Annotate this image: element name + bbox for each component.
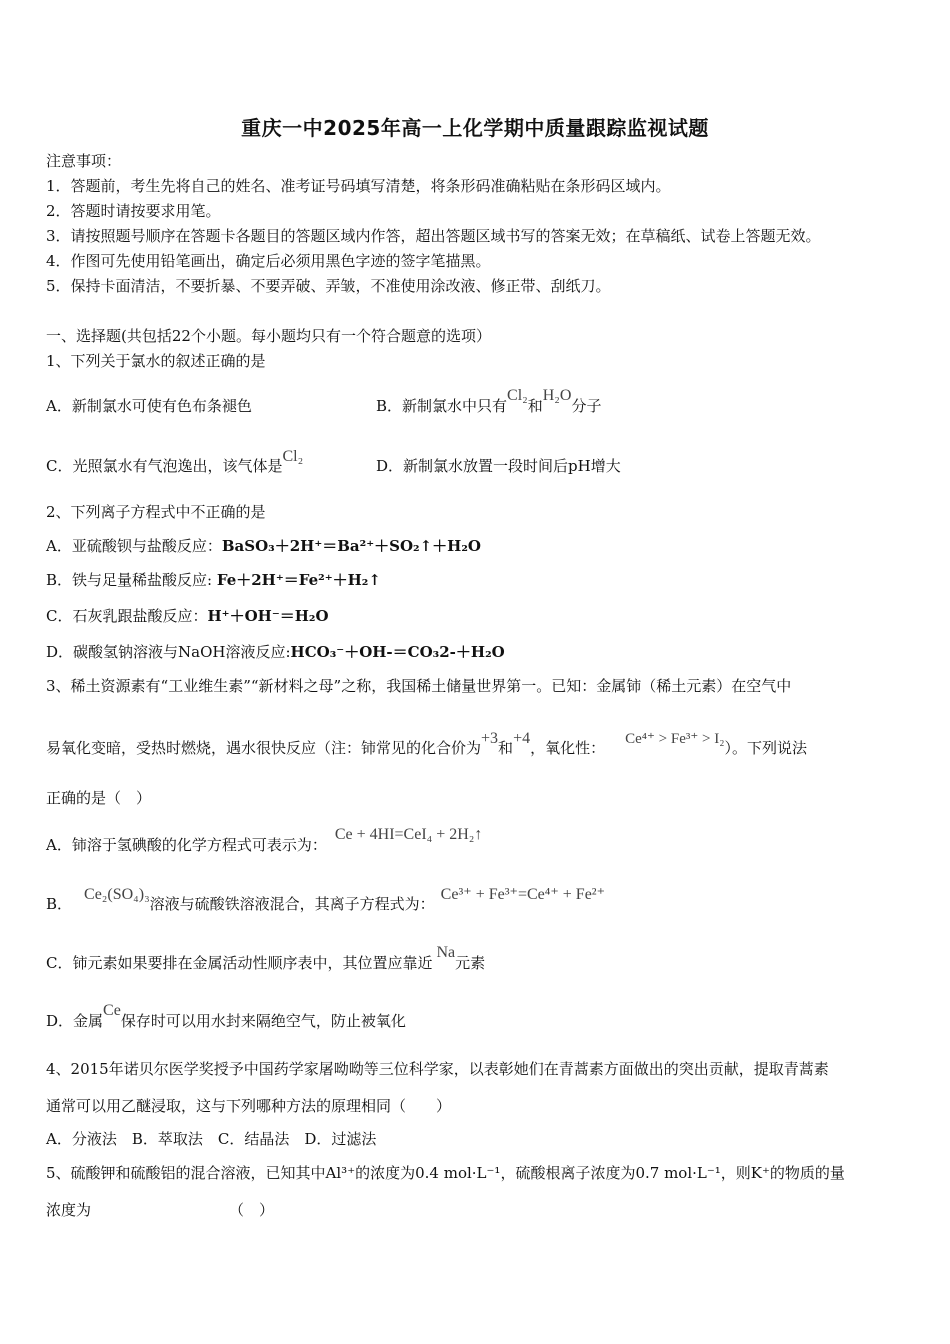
q3-option-c — [46, 942, 486, 972]
q1-option-d: D．新制氯水放置一段时间后pH增大 — [376, 457, 621, 475]
q3-stem2-post: ）。下列说法 — [724, 739, 807, 757]
q3-c-pre: C．铈元素如果要排在金属活动性顺序表中，其位置应靠近 — [46, 954, 433, 972]
page-title: 重庆一中2025年高一上化学期中质量跟踪监视试题 — [241, 116, 709, 140]
q2-option-c — [46, 606, 329, 626]
q2-option-b — [46, 570, 381, 590]
q4-options: A．分液法 B．萃取法 C．结晶法 D．过滤法 — [46, 1130, 377, 1148]
q2-option-a — [46, 536, 481, 556]
q1-c-formula: Cl₂ — [282, 448, 304, 465]
q3-a-equation: Ce + 4HI=CeI₄ + 2H₂↑ — [334, 826, 483, 843]
q3-stem2-pre: 易氧化变暗，受热时燃烧，遇水很快反应（注：铈常见的化合价为 — [46, 739, 482, 757]
q2-d-equation: HCO₃⁻＋OH-＝CO₃2-＋H₂O — [290, 643, 505, 661]
q1-stem: 1、下列关于氯水的叙述正确的是 — [46, 352, 266, 370]
section-heading: 一、选择题(共包括22个小题。每小题均只有一个符合题意的选项） — [46, 327, 491, 345]
q1-option-c — [46, 446, 304, 475]
q2-stem: 2、下列离子方程式中不正确的是 — [46, 503, 266, 521]
q3-b-equation: Ce³⁺ + Fe³⁺=Ce⁴⁺ + Fe²⁺ — [440, 886, 606, 903]
q1-b-formula-h2o: H₂O — [542, 387, 572, 404]
q3-b-formula: Ce₂(SO₄)₃ — [84, 886, 150, 903]
notice-heading: 注意事项： — [46, 152, 122, 170]
q3-d-pre: D．金属 — [46, 1012, 104, 1030]
q2-b-equation: Fe＋2H⁺＝Fe²⁺＋H₂↑ — [216, 571, 381, 589]
q1-option-b — [376, 385, 602, 415]
q5-stem2: 浓度为 — [46, 1201, 92, 1219]
q3-stem2-mid2: ，氧化性： — [530, 739, 606, 757]
q3-stem-line1: 3、稀土资源素有“工业维生素”“新材料之母”之称，我国稀土储量世界第一。已知：金属铈（稀土元素）在空气中 — [46, 677, 792, 695]
q3-valence-plus3: +3 — [481, 730, 499, 747]
q4-stem-line2: 通常可以用乙醚浸取，这与下列哪种方法的原理相同（ ） — [46, 1097, 452, 1115]
q3-stem2-mid: 和 — [498, 739, 514, 757]
q3-a-pre: A．铈溶于氢碘酸的化学方程式可表示为： — [46, 836, 327, 854]
q3-stem-line2 — [46, 728, 807, 757]
q5-stem-line2 — [46, 1200, 274, 1220]
q3-stem-line3: 正确的是（ ） — [46, 789, 152, 807]
q2-c-label: C．石灰乳跟盐酸反应： — [46, 607, 208, 625]
q3-option-a — [46, 824, 483, 854]
q4-stem-line1: 4、2015年诺贝尔医学奖授予中国药学家屠呦呦等三位科学家，以表彰她们在青蒿素方面做出的突出贡献，提取青蒿素 — [46, 1060, 829, 1078]
q2-d-label: D．碳酸氢钠溶液与NaOH溶液反应: — [46, 643, 291, 661]
q1-b-formula-cl2: Cl₂ — [507, 387, 528, 404]
q2-b-label: B．铁与足量稀盐酸反应: — [46, 571, 217, 589]
q1-b-post: 分子 — [571, 397, 602, 415]
q3-valence-plus4: +4 — [513, 730, 531, 747]
q3-oxidizing-order: Ce⁴⁺ > Fe³⁺ > I₂ — [625, 731, 725, 747]
q5-stem-line1: 5、硫酸钾和硫酸铝的混合溶液，已知其中Al³⁺的浓度为0.4 mol·L⁻¹，硫酸根离子浓度为0.7 mol·L⁻¹，则K⁺的物质的量 — [46, 1164, 845, 1182]
q2-c-equation: H⁺＋OH⁻＝H₂O — [207, 607, 329, 625]
notice-item-5: 5．保持卡面清洁，不要折暴、不要弄破、弄皱，不准使用涂改液、修正带、刮纸刀。 — [46, 277, 611, 295]
notice-item-4: 4．作图可先使用铅笔画出，确定后必须用黑色字迹的签字笔描黑。 — [46, 252, 491, 270]
notice-item-3: 3．请按照题号顺序在答题卡各题目的答题区域内作答，超出答题区域书写的答案无效；在草稿纸、试卷上答题无效。 — [46, 227, 821, 245]
q3-option-d — [46, 1000, 406, 1030]
q3-c-formula: Na — [436, 944, 456, 961]
q3-d-formula: Ce — [103, 1002, 121, 1019]
q3-option-b — [46, 884, 606, 913]
q3-b-mid: 溶液与硫酸铁溶液混合，其离子方程式为： — [149, 895, 435, 913]
q2-option-d — [46, 642, 505, 662]
q3-c-post: 元素 — [455, 954, 486, 972]
q1-c-pre: C．光照氯水有气泡逸出，该气体是 — [46, 457, 283, 475]
q1-b-mid: 和 — [527, 397, 543, 415]
q1-b-pre: B．新制氯水中只有 — [376, 397, 508, 415]
notice-item-2: 2．答题时请按要求用笔。 — [46, 202, 221, 220]
q5-blank: （ ） — [229, 1201, 275, 1219]
q3-d-post: 保存时可以用水封来隔绝空气，防止被氧化 — [120, 1012, 406, 1030]
q2-a-label: A．亚硫酸钡与盐酸反应： — [46, 537, 222, 555]
q1-option-a: A．新制氯水可使有色布条褪色 — [46, 397, 252, 415]
notice-item-1: 1．答题前，考生先将自己的姓名、准考证号码填写清楚，将条形码准确粘贴在条形码区域内。 — [46, 177, 671, 195]
q2-a-equation: BaSO₃＋2H⁺＝Ba²⁺＋SO₂↑＋H₂O — [221, 537, 481, 555]
q3-b-label: B． — [46, 895, 73, 913]
